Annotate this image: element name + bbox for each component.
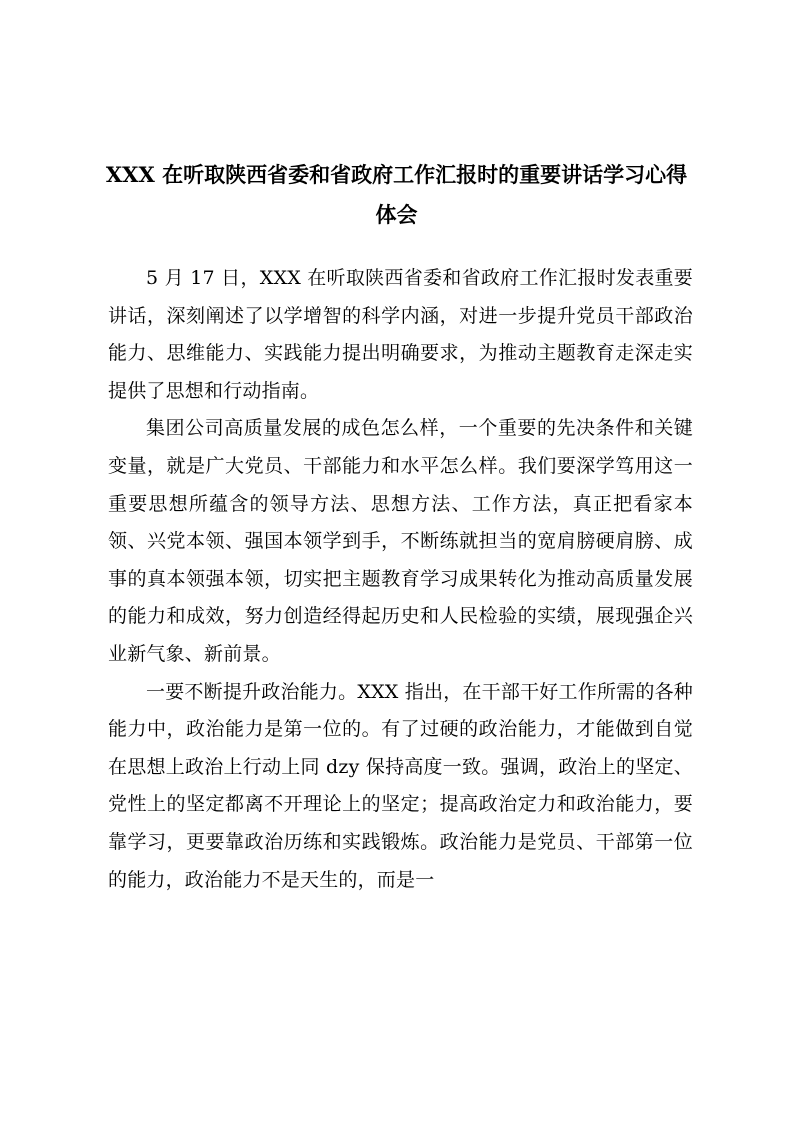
document-title: XXX 在听取陕西省委和省政府工作汇报时的重要讲话学习心得体会: [105, 162, 688, 227]
paragraph-2: 集团公司高质量发展的成色怎么样，一个重要的先决条件和关键变量，就是广大党员、干部能力和水平怎么样。我们要深学笃用这一重要思想所蕴含的领导方法、思想方法、工作方法，真正把看家本领、兴党本领、强国本领学到手，不断练就担当的宽肩膀硬肩膀、成事的真本领强本领，切实把主题教育学习成果转化为推动高质量发展的能力和成效，努力创造经得起历史和人民检验的实绩，展现强企兴业新气象、新前景。: [108, 417, 693, 665]
paragraph-3: 一要不断提升政治能力。XXX 指出，在干部干好工作所需的各种能力中，政治能力是第一位的。有了过硬的政治能力，才能做到自觉在思想上政治上行动上同 dzy 保持高度一致。强调，政治上的坚定、党性上的坚定都离不开理论上的坚定；提高政治定力和政治能力，要靠学习，更要靠政治历练和实践锻炼。政治能力是党员、干部第一位的能力，政治能力不是天生的，而是一: [108, 680, 693, 891]
paragraph-1: 5 月 17 日，XXX 在听取陕西省委和省政府工作汇报时发表重要讲话，深刻阐述了以学增智的科学内涵，对进一步提升党员干部政治能力、思维能力、实践能力提出明确要求，为推动主题教育走深走实提供了思想和行动指南。: [108, 267, 693, 402]
document-body: [108, 260, 693, 899]
